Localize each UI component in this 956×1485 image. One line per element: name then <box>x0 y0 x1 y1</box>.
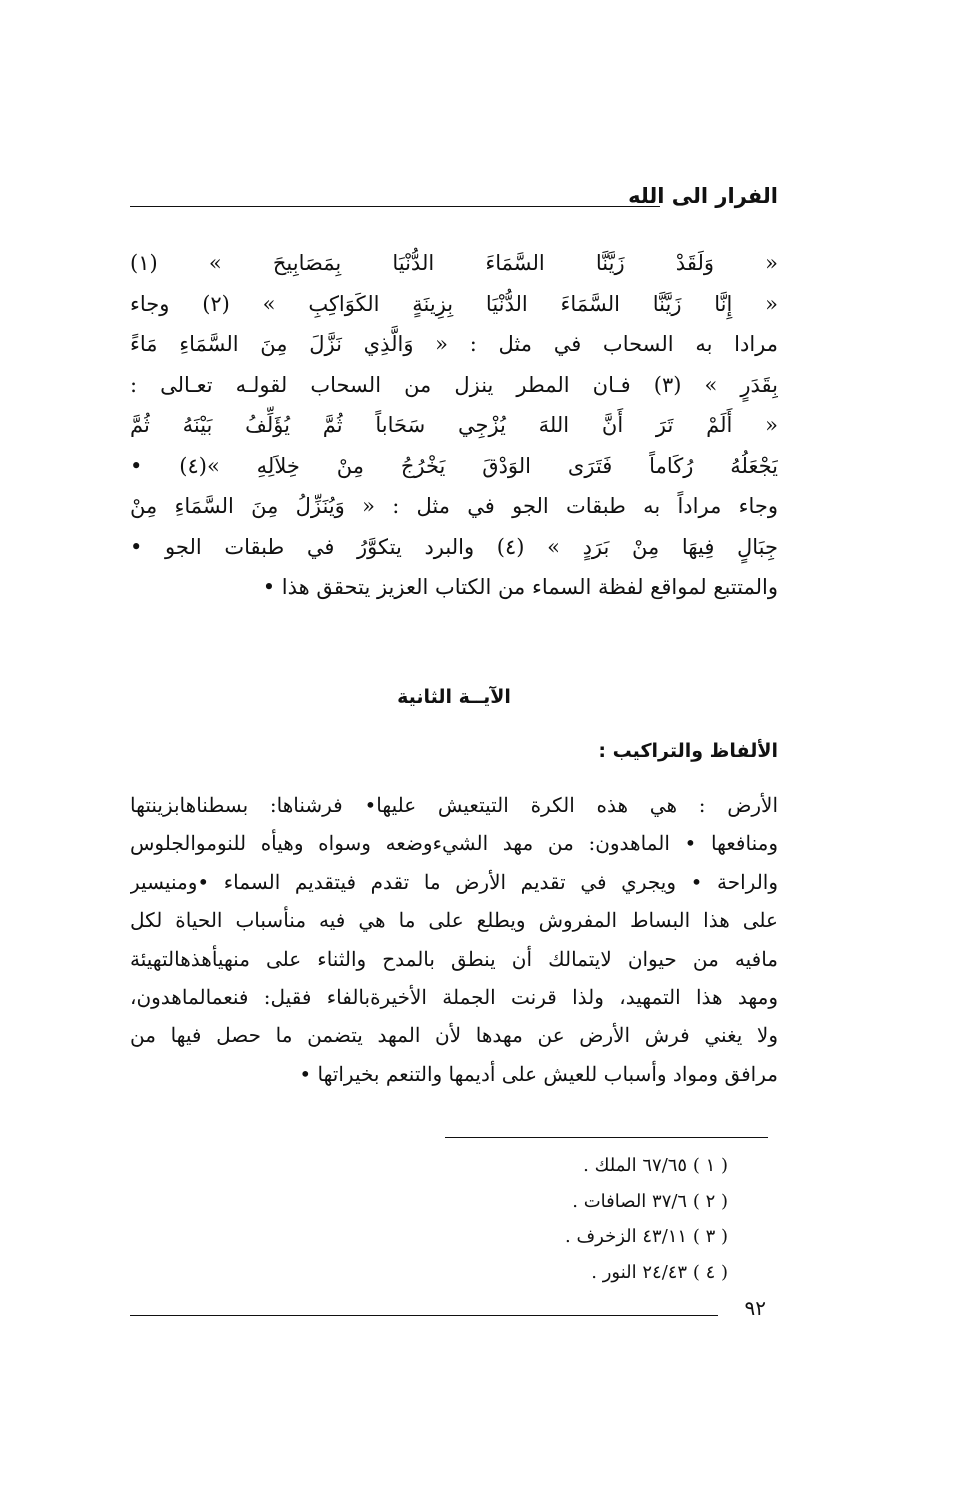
text-line: جِبَالٍ فِيهَا مِنْ بَرَدٍ » (٤) والبرد يتكوَّرُ في طبقات الجو • <box>130 534 778 559</box>
text-line: ومنافعها • الماهدون: من مهد الشيءوضعه وسواه وهيأه للنوموالجلوس <box>130 831 778 856</box>
page-number: ٩٢ <box>744 1296 766 1320</box>
text-line: « إِنَّا زَيَّنَّا السَّمَاءَ الدُّنْيَا بِزِينَةٍ الكَوَاكِبِ » (٢) وجاء <box>130 291 778 316</box>
text-line: بِقَدَرٍ » (٣) فـان المطر ينزل من السحاب لقولـه تعـالى : <box>130 372 778 397</box>
footnotes <box>130 1148 728 1290</box>
footnote-item: ( ١ ) ٦٧/٦٥ الملك . <box>583 1155 728 1176</box>
section-heading: الآيــة الثانية <box>397 686 511 708</box>
text-line: وجاء مراداً به طبقات الجو في مثل : « وَيُنَزِّلُ مِنَ السَّمَاءِ مِنْ <box>130 494 778 518</box>
footnote-divider <box>445 1137 768 1138</box>
text-line: ومهد هذا التمهيد، ولذا قرنت الجملة الأخيرةبالفاء فقيل: فنعمالماهدون، <box>130 984 778 1009</box>
footer-rule <box>130 1315 718 1316</box>
header-rule <box>130 206 660 207</box>
text-line: الأرض : هي هذه الكرة التيتعيش عليها• فرشناها: بسطناهابزينتها <box>130 793 778 817</box>
text-line: على هذا البساط المفروش ويطلع على ما هي فيه منأسباب الحياة لكل <box>130 908 778 933</box>
text-line: والمتتبع لمواقع لفظة السماء من الكتاب العزيز يتحقق هذا • <box>262 575 778 599</box>
text-line: « أَلَمْ تَرَ أَنَّ اللهَ يُزْجِي سَحَاباً ثُمَّ يُؤَلِّفُ بَيْنَهُ ثُمَّ <box>130 413 778 437</box>
text-line: والراحة • ويجري في تقديم الأرض ما تقدم فيتقديم السماء •ومنيسير <box>130 869 778 894</box>
text-line: يَجْعَلُهُ رُكَاماً فَتَرَى الوَدْقَ يَخْرُجُ مِنْ خِلاَلِهِ »(٤) • <box>130 453 778 478</box>
footnote-item: ( ٣ ) ٤٣/١١ الزخرف . <box>565 1226 728 1247</box>
paragraph-sky-meanings <box>130 243 778 608</box>
text-line: مرافق ومواد وأسباب للعيش على أديمها والتنعم بخيراتها • <box>299 1061 778 1086</box>
running-head <box>130 184 778 218</box>
footnote-item: ( ٢ ) ٣٧/٦ الصافات . <box>572 1190 728 1212</box>
sub-heading: الألفاظ والتراكيب : <box>598 740 778 762</box>
book-title: الفرار الى الله <box>628 184 778 208</box>
text-line: « وَلَقَدْ زَيَّنَّا السَّمَاءَ الدُّنْيَا بِمَصَابِيحَ » (١) <box>130 251 778 275</box>
paragraph-vocabulary <box>130 786 778 1093</box>
text-line: ولا يغني فرش الأرض عن مهدها لأن المهد يتضمن ما حصل فيها من <box>130 1023 778 1048</box>
footnote-item: ( ٤ ) ٢٤/٤٣ النور . <box>591 1261 728 1283</box>
text-line: مرادا به السحاب في مثل : « وَالَّذِي نَزَّلَ مِنَ السَّمَاءِ مَاءً <box>130 332 778 356</box>
page-footer <box>130 1296 778 1326</box>
text-line: مافيه من حيوان لايتمالك أن ينطق بالمدح والثناء على منهيأهذهالتهيئة <box>130 946 778 971</box>
